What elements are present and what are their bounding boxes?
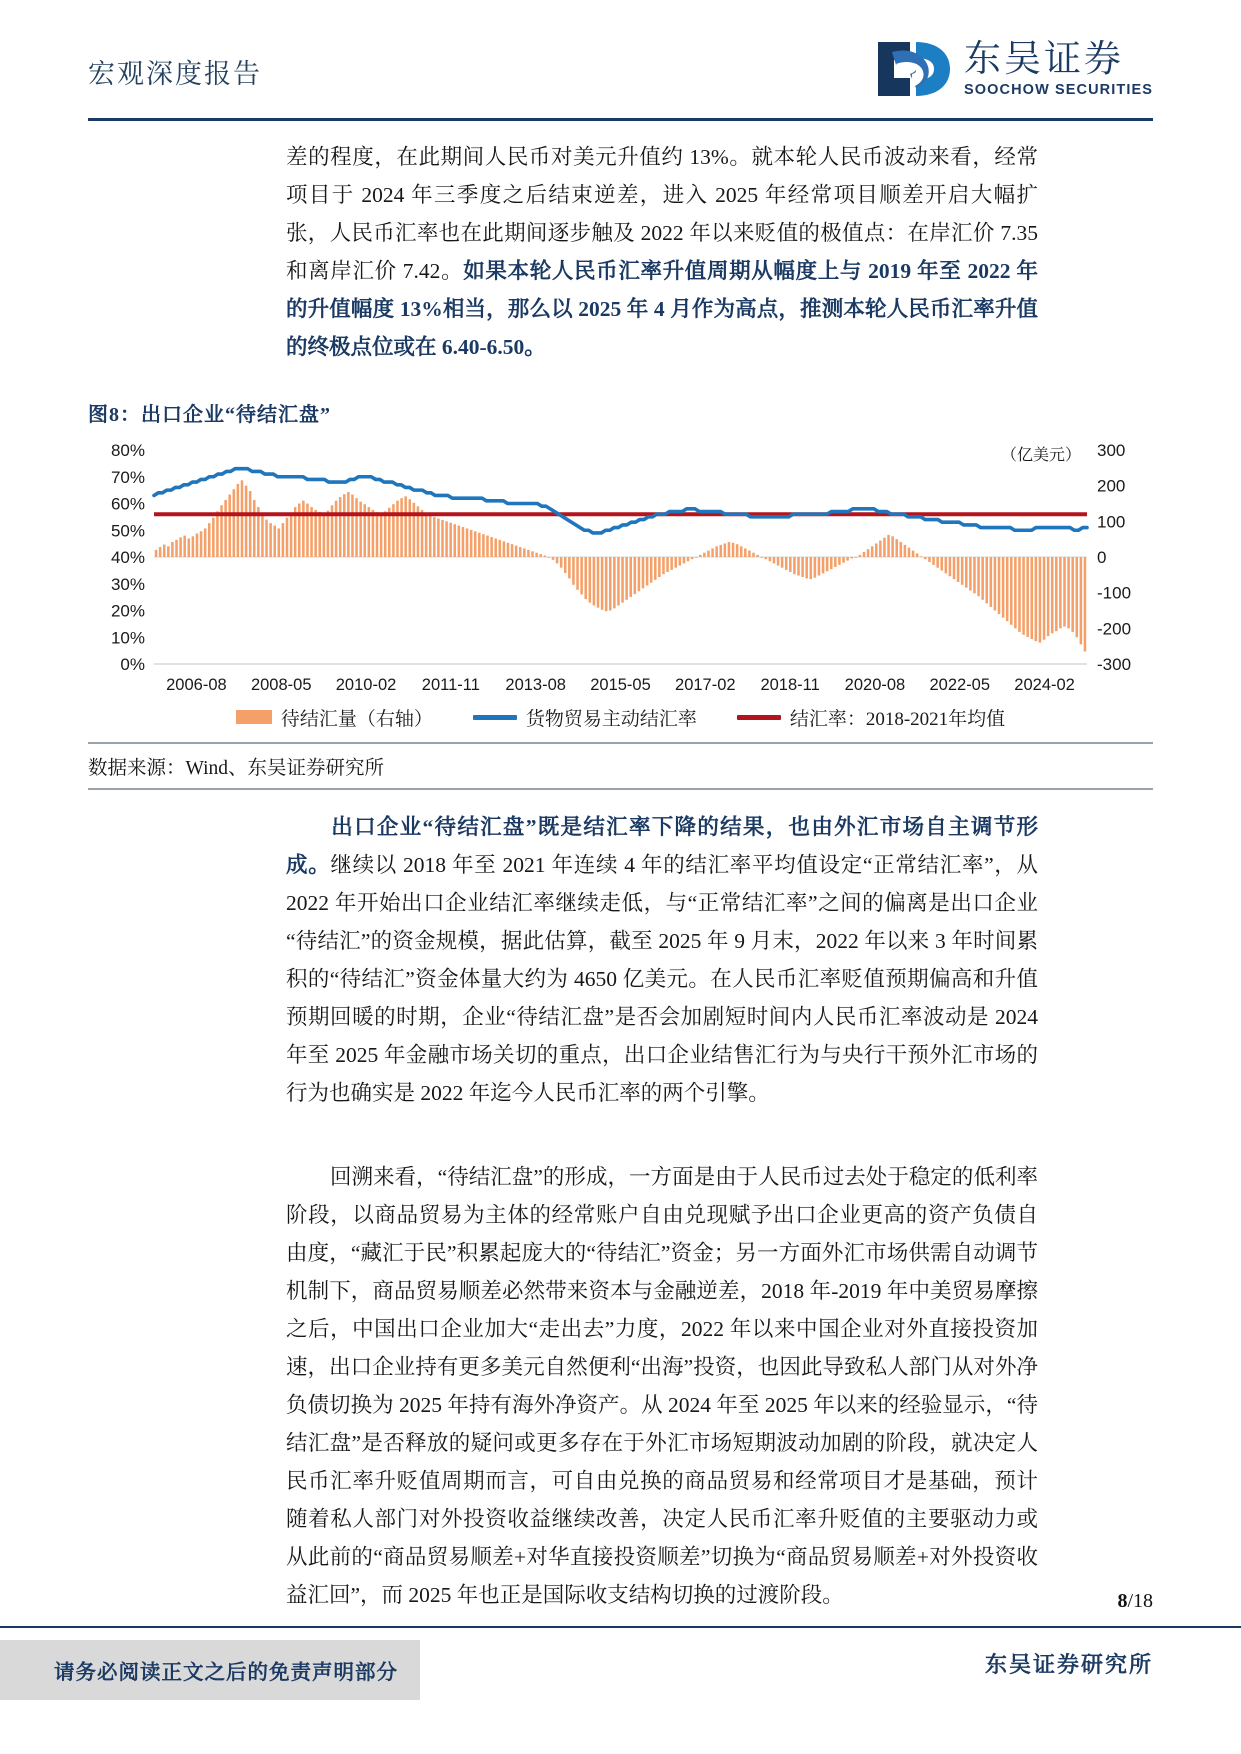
page-number-current: 8 bbox=[1117, 1590, 1128, 1612]
chart-canvas bbox=[88, 432, 1153, 702]
paragraph-3-text: 回溯来看，“待结汇盘”的形成，一方面是由于人民币过去处于稳定的低利率阶段，以商品贸易为主体的经常账户自由兑现赋予出口企业更高的资产负债自由度，“藏汇于民”积累起庞大的“待结汇”资金；另一方面外汇市场供需自动调节机制下，商品贸易顺差必然带来资本与金融逆差，2018 年-2019 年中美贸易摩擦之后，中国出口企业加大“走出去”力度，2022 年以来中国企业对外直接投资加速，出口企业持有更多美元自然便利“出海”投资，也因此导致私人部门从对外净负债切换为 2025 年持有海外净资产。从 2024 年至 2025 年以来的经验显示，“待结汇盘”是否释放的疑问或更多存在于外汇市场短期波动加剧的阶段，就决定人民币汇率升贬值周期而言，可自由兑换的商品贸易和经常项目才是基础，预计随着私人部门对外投资收益继续改善，决定人民币汇率升贬值的主要驱动力或从此前的“商品贸易顺差+对华直接投资顺差”切换为“商品贸易顺差+对外投资收益汇回”，而 2025 年也正是国际收支结构切换的过渡阶段。 bbox=[286, 1165, 1038, 1607]
footer-institute: 东吴证券研究所 bbox=[984, 1652, 1153, 1677]
legend-item-reference bbox=[737, 704, 1005, 731]
paragraph-2 bbox=[286, 808, 1038, 1112]
page-number bbox=[1117, 1590, 1153, 1613]
paragraph-1-plain: 差的程度，在此期间人民币对美元升值约 13%。就本轮人民币波动来看，经常项目于 2024 年三季度之后结束逆差，进入 2025 年经常项目顺差开启大幅扩张，人民币汇率也在此期间逐步触及 2022 年以来贬值的极值点：在岸汇价 7.35 和离岸汇价 7.42。 bbox=[286, 145, 1038, 283]
svg-text:0%: 0% bbox=[120, 655, 145, 674]
svg-text:20%: 20% bbox=[110, 601, 145, 621]
svg-text:2024-02: 2024-02 bbox=[1014, 676, 1075, 694]
figure-chart bbox=[88, 432, 1153, 702]
svg-text:2022-05: 2022-05 bbox=[929, 676, 991, 694]
paragraph-2-highlight: 出口企业“待结汇盘”既是结汇率下降的结果，也由外汇市场自主调节形成。 bbox=[286, 815, 1038, 877]
legend-swatch-line-icon bbox=[473, 715, 517, 720]
svg-text:50%: 50% bbox=[110, 521, 145, 541]
legend-label-reference: 结汇率：2018-2021年均值 bbox=[789, 708, 1006, 730]
source-divider-top bbox=[88, 742, 1153, 744]
svg-text:2015-05: 2015-05 bbox=[590, 676, 651, 694]
legend-swatch-bar-icon bbox=[236, 710, 272, 724]
legend-label-line: 货物贸易主动结汇率 bbox=[525, 708, 697, 730]
svg-text:-100: -100 bbox=[1097, 583, 1132, 603]
soochow-logo-icon bbox=[876, 38, 952, 100]
chart-legend bbox=[88, 700, 1153, 734]
figure-source: 数据来源：Wind、东吴证券研究所 bbox=[88, 758, 385, 779]
page-header bbox=[0, 0, 1241, 118]
footer-disclaimer-text: 请务必阅读正文之后的免责声明部分 bbox=[54, 1662, 398, 1684]
svg-text:2010-02: 2010-02 bbox=[335, 676, 397, 694]
legend-label-bar: 待结汇量（右轴） bbox=[280, 708, 433, 730]
paragraph-2-plain: 继续以 2018 年至 2021 年连续 4 年的结汇率平均值设定“正常结汇率”，从 2022 年开始出口企业结汇率继续走低，与“正常结汇率”之间的偏离是出口企业“待结汇”的资金规模，据此估算，截至 2025 年 9 月末，2022 年以来 3 年时间累积的“待结汇”资金体量大约为 4650 亿美元。在人民币汇率贬值预期偏高和升值预期回暖的时期，企业“待结汇盘”是否会加剧短时间内人民币汇率波动是 2024 年至 2025 年金融市场关切的重点，出口企业结售汇行为与央行干预外汇市场的行为也确实是 2022 年迄今人民币汇率的两个引擎。 bbox=[286, 853, 1038, 1105]
svg-text:200: 200 bbox=[1097, 476, 1126, 496]
svg-text:70%: 70% bbox=[110, 467, 145, 487]
paragraph-1-highlight: 如果本轮人民币汇率升值周期从幅度上与 2019 年至 2022 年的升值幅度 13%相当，那么以 2025 年 4 月作为高点，推测本轮人民币汇率升值的终极点位或在 6.40-6.50。 bbox=[286, 259, 1038, 359]
page-number-total: 18 bbox=[1133, 1590, 1153, 1612]
legend-swatch-reference-icon bbox=[737, 715, 781, 720]
svg-text:2013-08: 2013-08 bbox=[505, 676, 566, 694]
svg-text:10%: 10% bbox=[110, 628, 145, 648]
svg-text:-200: -200 bbox=[1097, 619, 1132, 639]
svg-text:2017-02: 2017-02 bbox=[675, 676, 736, 694]
svg-text:60%: 60% bbox=[110, 494, 145, 514]
footer-disclaimer-box bbox=[0, 1640, 420, 1700]
footer-divider bbox=[0, 1626, 1241, 1628]
paragraph-3 bbox=[286, 1158, 1038, 1614]
svg-text:2018-11: 2018-11 bbox=[760, 676, 820, 694]
header-divider bbox=[88, 118, 1153, 121]
svg-text:2011-11: 2011-11 bbox=[421, 676, 480, 694]
svg-text:2006-08: 2006-08 bbox=[166, 676, 227, 694]
svg-text:40%: 40% bbox=[110, 548, 145, 567]
svg-text:（亿美元）: （亿美元） bbox=[1000, 447, 1081, 464]
svg-text:2020-08: 2020-08 bbox=[844, 676, 906, 694]
report-type-title: 宏观深度报告 bbox=[88, 59, 262, 89]
logo-text-cn: 东吴证券 bbox=[964, 38, 1125, 80]
company-logo bbox=[876, 38, 1153, 100]
svg-text:2008-05: 2008-05 bbox=[250, 676, 312, 694]
paragraph-1 bbox=[286, 138, 1038, 366]
page-number-separator: / bbox=[1127, 1590, 1133, 1612]
svg-text:100: 100 bbox=[1097, 512, 1126, 532]
svg-text:80%: 80% bbox=[110, 441, 145, 460]
svg-text:0: 0 bbox=[1097, 548, 1107, 567]
svg-text:300: 300 bbox=[1097, 441, 1126, 460]
svg-text:30%: 30% bbox=[110, 574, 145, 594]
source-divider-bottom bbox=[88, 788, 1153, 790]
figure-title: 图8：出口企业“待结汇盘” bbox=[88, 404, 331, 426]
svg-text:-300: -300 bbox=[1097, 655, 1132, 674]
legend-item-line bbox=[473, 704, 697, 731]
logo-text-en: SOOCHOW SECURITIES bbox=[964, 81, 1153, 98]
legend-item-bar bbox=[236, 704, 433, 731]
